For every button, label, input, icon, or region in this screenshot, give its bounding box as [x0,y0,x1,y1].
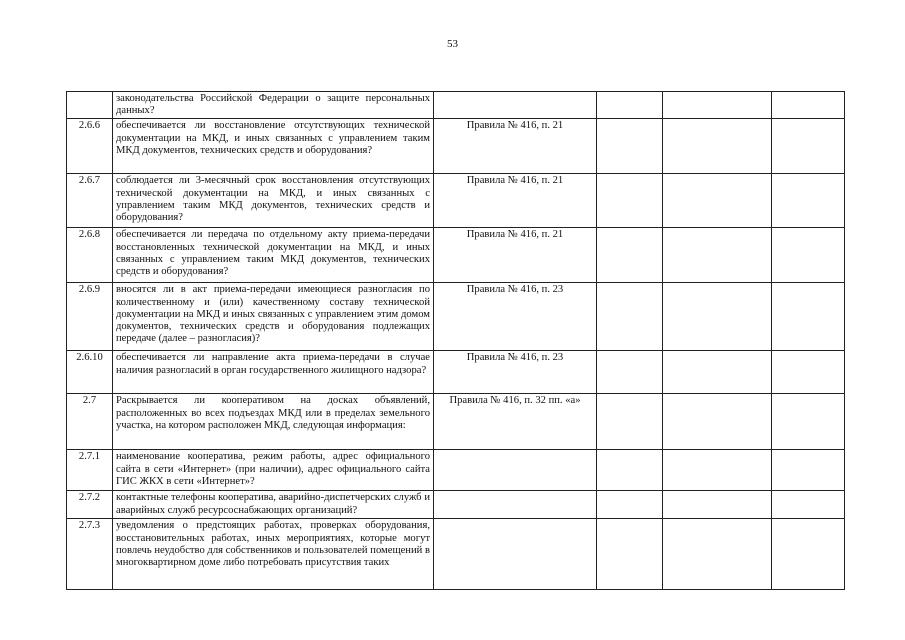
item-number: 2.6.7 [67,174,113,228]
table-row [67,228,845,283]
table-row [67,174,845,228]
blank-cell [597,283,663,351]
blank-cell [663,450,772,491]
question-text: контактные телефоны кооператива, аварийно-диспетчерских служб и аварийных служб ресурсоснабжающих организаций? [113,491,434,519]
blank-cell [772,92,845,119]
blank-cell [663,394,772,450]
question-text: обеспечивается ли направление акта приема-передачи в случае наличия разногласий в орган государственного жилищного надзора? [113,351,434,394]
blank-cell [597,174,663,228]
table-row [67,450,845,491]
checklist-table [66,91,845,590]
item-number: 2.7 [67,394,113,450]
legal-reference: Правила № 416, п. 21 [434,174,597,228]
legal-reference: Правила № 416, п. 32 пп. «а» [434,394,597,450]
blank-cell [597,519,663,590]
blank-cell [597,228,663,283]
question-text: обеспечивается ли передача по отдельному акту приема-передачи восстановленных технической документации на МКД, и иных связанных с управлением таким МКД документов, технических средств и оборудования? [113,228,434,283]
legal-reference [434,491,597,519]
legal-reference [434,519,597,590]
blank-cell [597,92,663,119]
table-row [67,119,845,174]
blank-cell [597,119,663,174]
blank-cell [597,450,663,491]
item-number: 2.7.1 [67,450,113,491]
blank-cell [597,491,663,519]
blank-cell [663,92,772,119]
blank-cell [772,119,845,174]
legal-reference [434,450,597,491]
item-number: 2.6.6 [67,119,113,174]
blank-cell [663,519,772,590]
table-row [67,92,845,119]
blank-cell [772,394,845,450]
legal-reference [434,92,597,119]
item-number: 2.6.10 [67,351,113,394]
item-number [67,92,113,119]
blank-cell [772,450,845,491]
page-number: 53 [447,38,458,50]
blank-cell [772,228,845,283]
blank-cell [772,283,845,351]
question-text: законодательства Российской Федерации о защите персональных данных? [113,92,434,119]
question-text: наименование кооператива, режим работы, адрес официального сайта в сети «Интернет» (при наличии), адрес официального сайта ГИС ЖКХ в сети «Интернет»? [113,450,434,491]
blank-cell [663,119,772,174]
question-text: соблюдается ли 3-месячный срок восстановления отсутствующих технической документации на МКД, и иных связанных с управлением таким МКД документов, технических средств и оборудования? [113,174,434,228]
blank-cell [597,394,663,450]
item-number: 2.6.9 [67,283,113,351]
table-row [67,283,845,351]
question-text: уведомления о предстоящих работах, проверках оборудования, восстановительных работах, иных мероприятиях, которые могут повлечь неудобство для собственников и пользователей помещений в многоквартирном доме либо потребовать присутствия таких [113,519,434,590]
blank-cell [772,491,845,519]
blank-cell [663,351,772,394]
table-row [67,519,845,590]
legal-reference: Правила № 416, п. 23 [434,283,597,351]
blank-cell [772,519,845,590]
blank-cell [597,351,663,394]
question-text: вносятся ли в акт приема-передачи имеющиеся разногласия по количественному и (или) качественному составу технической документации на МКД и иных связанных с управлением этим домом документов, технических средств и оборудования подлежащих передаче (далее – разногласия)? [113,283,434,351]
table-row [67,491,845,519]
blank-cell [663,228,772,283]
item-number: 2.7.3 [67,519,113,590]
question-text: обеспечивается ли восстановление отсутствующих технической документации на МКД, и иных связанных с управлением таким МКД документов, технических средств и оборудования? [113,119,434,174]
item-number: 2.6.8 [67,228,113,283]
blank-cell [772,174,845,228]
legal-reference: Правила № 416, п. 21 [434,228,597,283]
legal-reference: Правила № 416, п. 21 [434,119,597,174]
legal-reference: Правила № 416, п. 23 [434,351,597,394]
table-row [67,351,845,394]
blank-cell [663,174,772,228]
blank-cell [772,351,845,394]
question-text: Раскрывается ли кооперативом на досках объявлений, расположенных во всех подъездах МКД или в пределах земельного участка, на котором расположен МКД, следующая информация: [113,394,434,450]
blank-cell [663,283,772,351]
blank-cell [663,491,772,519]
table-row [67,394,845,450]
item-number: 2.7.2 [67,491,113,519]
